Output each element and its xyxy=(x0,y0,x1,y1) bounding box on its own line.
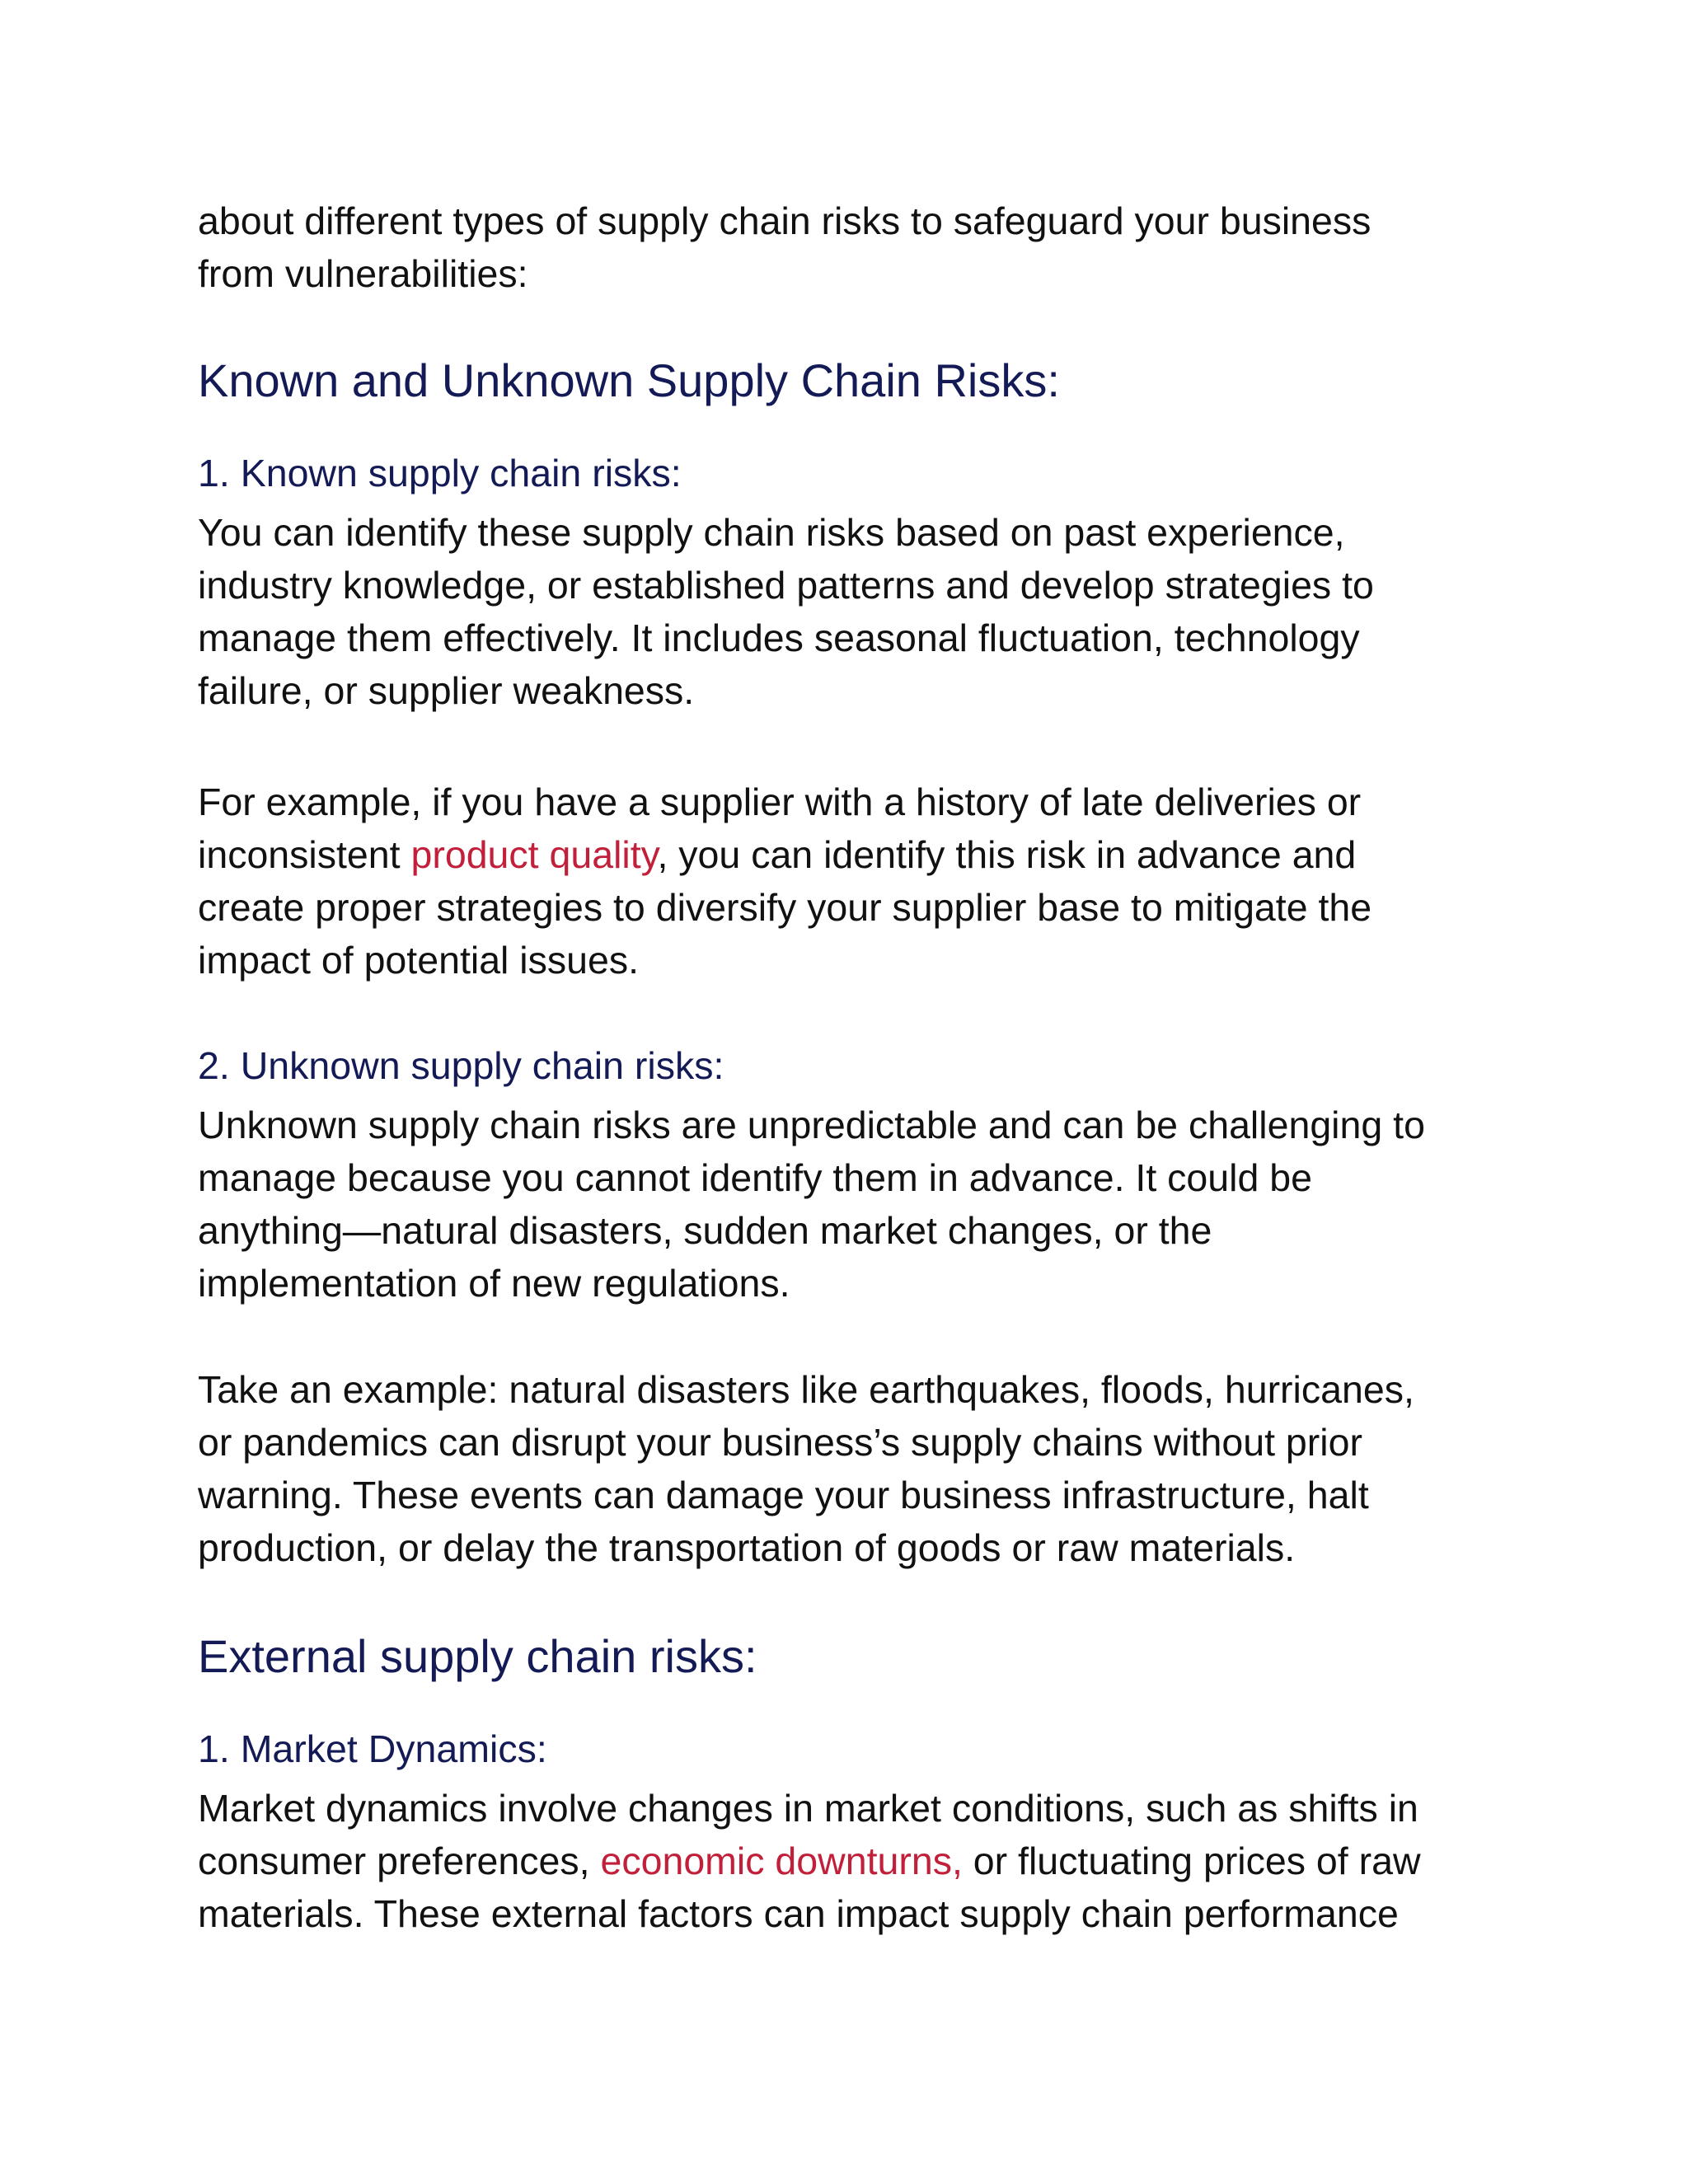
section-heading-known-unknown xyxy=(198,352,1533,410)
paragraph-line: Unknown supply chain risks are unpredictable and can be challenging to xyxy=(198,1104,1425,1146)
subheading: 1. Known supply chain risks: xyxy=(198,452,682,494)
paragraph-line: manage them effectively. It includes seasonal fluctuation, technology xyxy=(198,616,1360,659)
section-heading: Known and Unknown Supply Chain Risks: xyxy=(198,354,1060,406)
product-quality-link[interactable]: product quality xyxy=(410,833,658,876)
paragraph-line: Take an example: natural disasters like earthquakes, floods, hurricanes, xyxy=(198,1368,1414,1411)
known-risks-paragraph xyxy=(198,506,1533,717)
unknown-risks-example-paragraph xyxy=(198,1363,1533,1574)
subheading-known-risks xyxy=(198,447,1533,499)
intro-line: about different types of supply chain risks to safeguard your business xyxy=(198,199,1372,242)
paragraph-line: production, or delay the transportation of goods or raw materials. xyxy=(198,1526,1296,1569)
market-dynamics-paragraph xyxy=(198,1782,1533,1940)
intro-line: from vulnerabilities: xyxy=(198,252,528,295)
subheading: 2. Unknown supply chain risks: xyxy=(198,1044,724,1087)
subheading-market-dynamics xyxy=(198,1722,1533,1775)
paragraph-line xyxy=(198,828,1533,881)
text-fragment: or fluctuating prices of raw xyxy=(962,1840,1421,1882)
paragraph-line: For example, if you have a supplier with a history of late deliveries or xyxy=(198,780,1362,823)
paragraph-line: anything—natural disasters, sudden market changes, or the xyxy=(198,1209,1212,1252)
paragraph-line: failure, or supplier weakness. xyxy=(198,669,695,712)
text-fragment: consumer preferences, xyxy=(198,1840,601,1882)
economic-downturns-link[interactable]: economic downturns, xyxy=(600,1840,963,1882)
paragraph-line: materials. These external factors can impact supply chain performance xyxy=(198,1892,1399,1935)
paragraph-line: warning. These events can damage your business infrastructure, halt xyxy=(198,1474,1369,1516)
paragraph-line: manage because you cannot identify them in advance. It could be xyxy=(198,1156,1312,1199)
intro-paragraph xyxy=(198,194,1533,300)
paragraph-line: Market dynamics involve changes in market conditions, such as shifts in xyxy=(198,1787,1418,1830)
section-heading: External supply chain risks: xyxy=(198,1630,757,1682)
section-heading-external xyxy=(198,1628,1533,1685)
paragraph-line: industry knowledge, or established patterns and develop strategies to xyxy=(198,564,1374,607)
subheading: 1. Market Dynamics: xyxy=(198,1727,547,1770)
unknown-risks-paragraph xyxy=(198,1099,1533,1310)
paragraph-line: or pandemics can disrupt your business’s supply chains without prior xyxy=(198,1421,1362,1464)
known-risks-example-paragraph xyxy=(198,776,1533,987)
paragraph-line: impact of potential issues. xyxy=(198,939,640,982)
paragraph-line: You can identify these supply chain risks based on past experience, xyxy=(198,511,1345,554)
text-fragment: inconsistent xyxy=(198,833,411,876)
paragraph-line xyxy=(198,1835,1533,1887)
paragraph-line: implementation of new regulations. xyxy=(198,1262,790,1305)
paragraph-line: create proper strategies to diversify your supplier base to mitigate the xyxy=(198,886,1372,929)
text-fragment: , you can identify this risk in advance and xyxy=(657,833,1357,876)
subheading-unknown-risks xyxy=(198,1039,1533,1092)
